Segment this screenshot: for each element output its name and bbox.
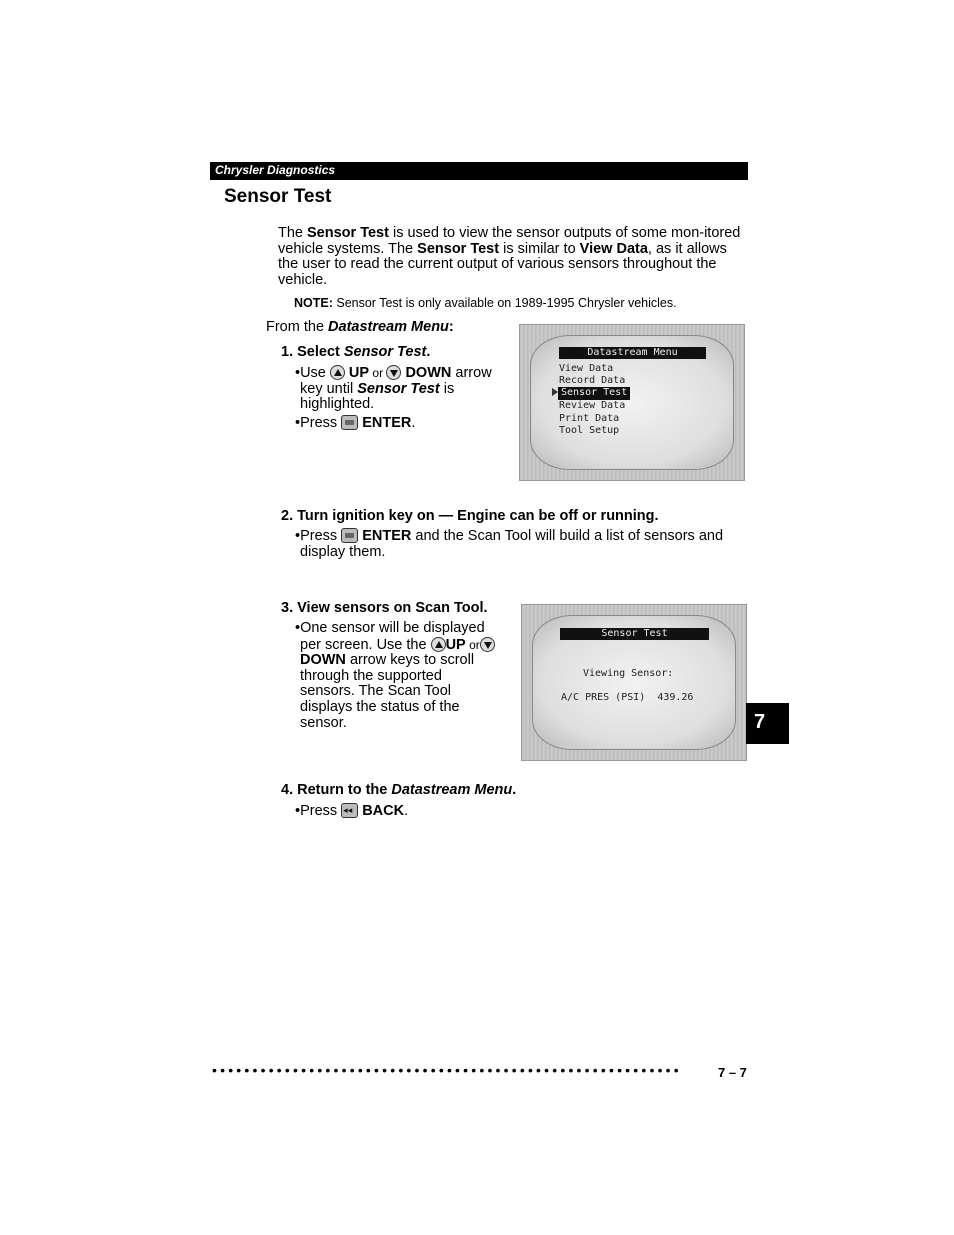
- bullet-text: .: [411, 414, 416, 431]
- bullet-line: display them.: [300, 543, 386, 560]
- bullet-line: displays the status of the: [300, 698, 460, 715]
- scan-tool-screen-sensor: [521, 604, 747, 761]
- page-number: 7 – 7: [718, 1065, 747, 1080]
- enter-button-icon: [341, 528, 358, 543]
- step-number: 2.: [281, 508, 294, 524]
- footer-dots: ••••••••••••••••••••••••••••••••••••••••••••••••••••••••••: [212, 1062, 682, 1078]
- step-4-bullets: [295, 803, 408, 820]
- bullet-text: per screen. Use the: [300, 636, 431, 653]
- step-number: 4.: [281, 782, 294, 798]
- menu-item: Print Data: [559, 413, 620, 424]
- up-arrow-icon: [431, 637, 446, 652]
- bullet-line: sensors. The Scan Tool: [300, 683, 451, 700]
- back-button-icon: [341, 803, 358, 818]
- up-label: UP: [348, 365, 370, 381]
- bullet-line: •One sensor will be displayed: [295, 620, 485, 636]
- from-text: From the: [266, 319, 329, 335]
- bullet-text: arrow: [451, 365, 492, 381]
- bullet-line: [295, 528, 755, 545]
- step-end: .: [512, 782, 517, 798]
- menu-item: Review Data: [559, 400, 626, 411]
- step-emphasis: Datastream Menu: [391, 782, 513, 798]
- down-label: DOWN: [405, 365, 452, 381]
- down-arrow-icon: [386, 365, 401, 380]
- section-header-bar: [210, 162, 748, 180]
- step-text: Return to the: [297, 782, 392, 798]
- menu-item-selected: Sensor Test: [558, 387, 630, 400]
- lcd-display: [530, 335, 734, 470]
- bullet-line: [295, 365, 510, 382]
- step-1-bullets: [295, 365, 510, 431]
- bullet-line: [295, 382, 510, 398]
- step-3-heading: [281, 600, 488, 616]
- up-label: UP: [445, 636, 466, 653]
- intro-bold: Sensor Test: [417, 240, 500, 257]
- lcd-display: [532, 615, 736, 750]
- note-label: NOTE:: [294, 296, 333, 310]
- intro-text: is similar to: [499, 240, 580, 257]
- bullet-text: •Press: [295, 528, 342, 544]
- up-arrow-icon: [330, 365, 345, 380]
- bullet-line: [295, 653, 520, 669]
- step-2-bullets: [295, 528, 755, 560]
- intro-text: is used to view the sensor outputs of some mon-itored vehicle systems. The: [278, 225, 741, 257]
- intro-text: The: [278, 225, 308, 241]
- chapter-tab: [746, 703, 789, 744]
- bullet-line: sensor.: [300, 714, 347, 731]
- bullet-text: key until: [300, 380, 358, 397]
- step-3-bullets: [295, 621, 520, 731]
- page-title: Sensor Test: [224, 186, 332, 207]
- from-line: [266, 319, 454, 335]
- step-text: View sensors on Scan Tool.: [297, 600, 488, 616]
- enter-button-icon: [341, 415, 358, 430]
- bullet-line: through the supported: [300, 667, 442, 684]
- down-label: DOWN: [300, 652, 346, 669]
- from-suffix: :: [448, 319, 454, 335]
- intro-bold: Sensor Test: [307, 225, 389, 241]
- bullet-line: highlighted.: [300, 396, 375, 413]
- menu-item: Tool Setup: [559, 425, 620, 436]
- bullet-text: and the Scan Tool will build a list of sensors and: [411, 528, 724, 544]
- down-arrow-icon: [480, 637, 495, 652]
- bullet-emphasis: Sensor Test: [357, 380, 440, 397]
- intro-paragraph: [278, 226, 748, 289]
- step-1-heading: [281, 344, 430, 360]
- chapter-number: 7: [754, 711, 766, 733]
- bullet-line: [295, 637, 520, 654]
- enter-label: ENTER: [362, 528, 412, 544]
- step-end: .: [426, 344, 431, 360]
- step-4-heading: [281, 782, 516, 798]
- intro-text: , as it allows the user to read the current output of various sensors throughout the vehicle.: [278, 240, 727, 289]
- bullet-text: arrow keys to scroll: [345, 652, 475, 669]
- step-2-heading: [281, 508, 659, 524]
- bullet-text: •Press: [295, 414, 342, 431]
- bullet-line: [295, 415, 510, 432]
- note-text: Sensor Test is only available on 1989-1995 Chrysler vehicles.: [332, 296, 677, 310]
- or-text: or: [465, 637, 480, 652]
- step-number: 1.: [281, 344, 294, 360]
- bullet-text: is: [439, 380, 455, 397]
- bullet-text: •Press: [295, 803, 342, 819]
- step-number: 3.: [281, 600, 294, 616]
- scan-tool-screen-datastream: [519, 324, 745, 481]
- step-emphasis: Sensor Test: [343, 344, 427, 360]
- sensor-reading: A/C PRES (PSI) 439.26: [561, 692, 694, 703]
- section-header: Chrysler Diagnostics: [215, 163, 336, 177]
- menu-item: Record Data: [559, 375, 626, 386]
- lcd-line: Viewing Sensor:: [583, 668, 674, 679]
- bullet-text: .: [404, 803, 409, 819]
- step-text: Turn ignition key on — Engine can be off or running.: [297, 508, 659, 524]
- menu-name: Datastream Menu: [328, 319, 449, 335]
- intro-bold: View Data: [579, 240, 648, 257]
- bullet-text: •Use: [295, 365, 330, 381]
- step-text: Select: [297, 344, 344, 360]
- enter-label: ENTER: [362, 414, 412, 431]
- lcd-title: Datastream Menu: [559, 347, 706, 359]
- note: [294, 296, 677, 310]
- or-text: or: [369, 366, 387, 380]
- menu-item: View Data: [559, 363, 614, 374]
- lcd-title: Sensor Test: [560, 628, 709, 640]
- back-label: BACK: [362, 803, 405, 819]
